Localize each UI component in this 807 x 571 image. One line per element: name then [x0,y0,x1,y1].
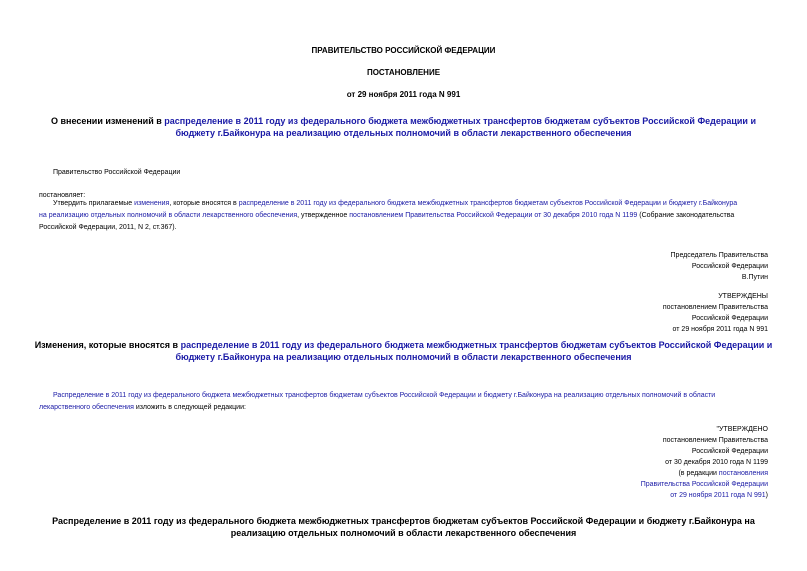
resolution-line2: на реализацию отдельных полномочий в области лекарственного обеспечения, утвержденное постановлением Правительства Российской Федерации от 30 декабря 2010 года N 1199 (Собрание законодательства [39,212,735,219]
resolution-line3: Российской Федерации, 2011, N 2, ст.367). [39,224,177,231]
government-name: Правительство Российской Федерации [53,169,181,176]
edition-link-1[interactable]: постановления [718,470,768,477]
approved-country: Российской Федерации [691,315,768,322]
approved-heading: УТВЕРЖДЕНЫ [718,293,768,300]
approved2-edition-end: от 29 ноября 2011 года N 991) [670,492,768,499]
title-link-part2[interactable]: бюджету г.Байконура на реализацию отдельных полномочий в области лекарственного обеспечения [175,128,632,138]
edition-link-2[interactable]: Правительства Российской Федерации [640,481,768,488]
decides-label: постановляет: [39,192,86,199]
title-link-part1[interactable]: распределение в 2011 году из федерального бюджета межбюджетных трансфертов бюджетам субъектов Российской Федерации и [164,116,756,126]
distribution-title [0,515,807,539]
resolution-paragraph [39,198,769,234]
approved2-by: постановлением Правительства [662,437,768,444]
changes-title-link-part1[interactable]: распределение в 2011 году из федерального бюджета межбюджетных трансфертов бюджетам субъектов Российской Федерации и [180,340,773,350]
changes-line2: лекарственного обеспечения изложить в следующей редакции: [39,404,246,411]
signature-block [671,250,768,283]
doc-date-number: от 29 ноября 2011 года N 991 [346,90,461,99]
title-prefix: О внесении изменений в [50,116,162,126]
approved-block [663,291,768,335]
changes-link[interactable]: изменения [134,200,170,207]
distribution-title-line1: Распределение в 2011 году из федерального бюджета межбюджетных трансфертов бюджетам субъектов Российской Федерации и бюджету г.Байконура на [52,516,755,526]
changes-paragraph [39,390,769,414]
changes-distribution-link-a[interactable]: Распределение в 2011 году из федерального бюджета межбюджетных трансфертов бюджетам субъектов Российской Федерации и бюджету г.Байконура на реализацию отдельных полномочий в области [53,392,716,399]
signature-position: Председатель Правительства [670,252,768,259]
approved2-country: Российской Федерации [691,448,768,455]
approved-date: от 29 ноября 2011 года N 991 [672,326,768,333]
edition-link-3[interactable]: от 29 ноября 2011 года N 991 [670,492,766,499]
changes-title [0,339,807,363]
approved2-date: от 30 декабря 2010 года N 1199 [665,459,768,466]
document-title [0,115,807,139]
resolution-line1: Утвердить прилагаемые изменения, которые вносятся в распределение в 2011 году из федерального бюджета межбюджетных трансфертов бюджетам субъектов Российской Федерации и бюджету г.Байконура [53,200,738,207]
approved-edition-block [641,424,768,501]
document-title-line1 [0,115,807,127]
distribution-title-line2: реализацию отдельных полномочий в области лекарственного обеспечения [230,528,577,538]
changes-title-line1: Изменения, которые вносятся в распределение в 2011 году из федерального бюджета межбюджетных трансфертов бюджетам субъектов Российской Федерации и [34,340,773,350]
signature-name: В.Путин [741,274,768,281]
changes-distribution-link-b[interactable]: лекарственного обеспечения [39,404,134,411]
changes-title-link-part2[interactable]: бюджету г.Байконура на реализацию отдельных полномочий в области лекарственного обеспечения [175,352,632,362]
distribution-link-b[interactable]: на реализацию отдельных полномочий в области лекарственного обеспечения [39,212,298,219]
resolution-1199-link[interactable]: постановлением Правительства Российской Федерации от 30 декабря 2010 года N 1199 [349,212,638,219]
distribution-link-a[interactable]: распределение в 2011 году из федерального бюджета межбюджетных трансфертов бюджетам субъектов Российской Федерации и бюджету г.Байконура [238,200,738,207]
approved2-edition: (в редакции постановления [678,470,768,477]
government-heading: ПРАВИТЕЛЬСТВО РОССИЙСКОЙ ФЕДЕРАЦИИ [311,46,496,55]
doc-type-heading: ПОСТАНОВЛЕНИЕ [366,68,441,77]
approved-by: постановлением Правительства [662,304,768,311]
signature-country: Российской Федерации [691,263,768,270]
approved2-heading: "УТВЕРЖДЕНО [716,426,768,433]
